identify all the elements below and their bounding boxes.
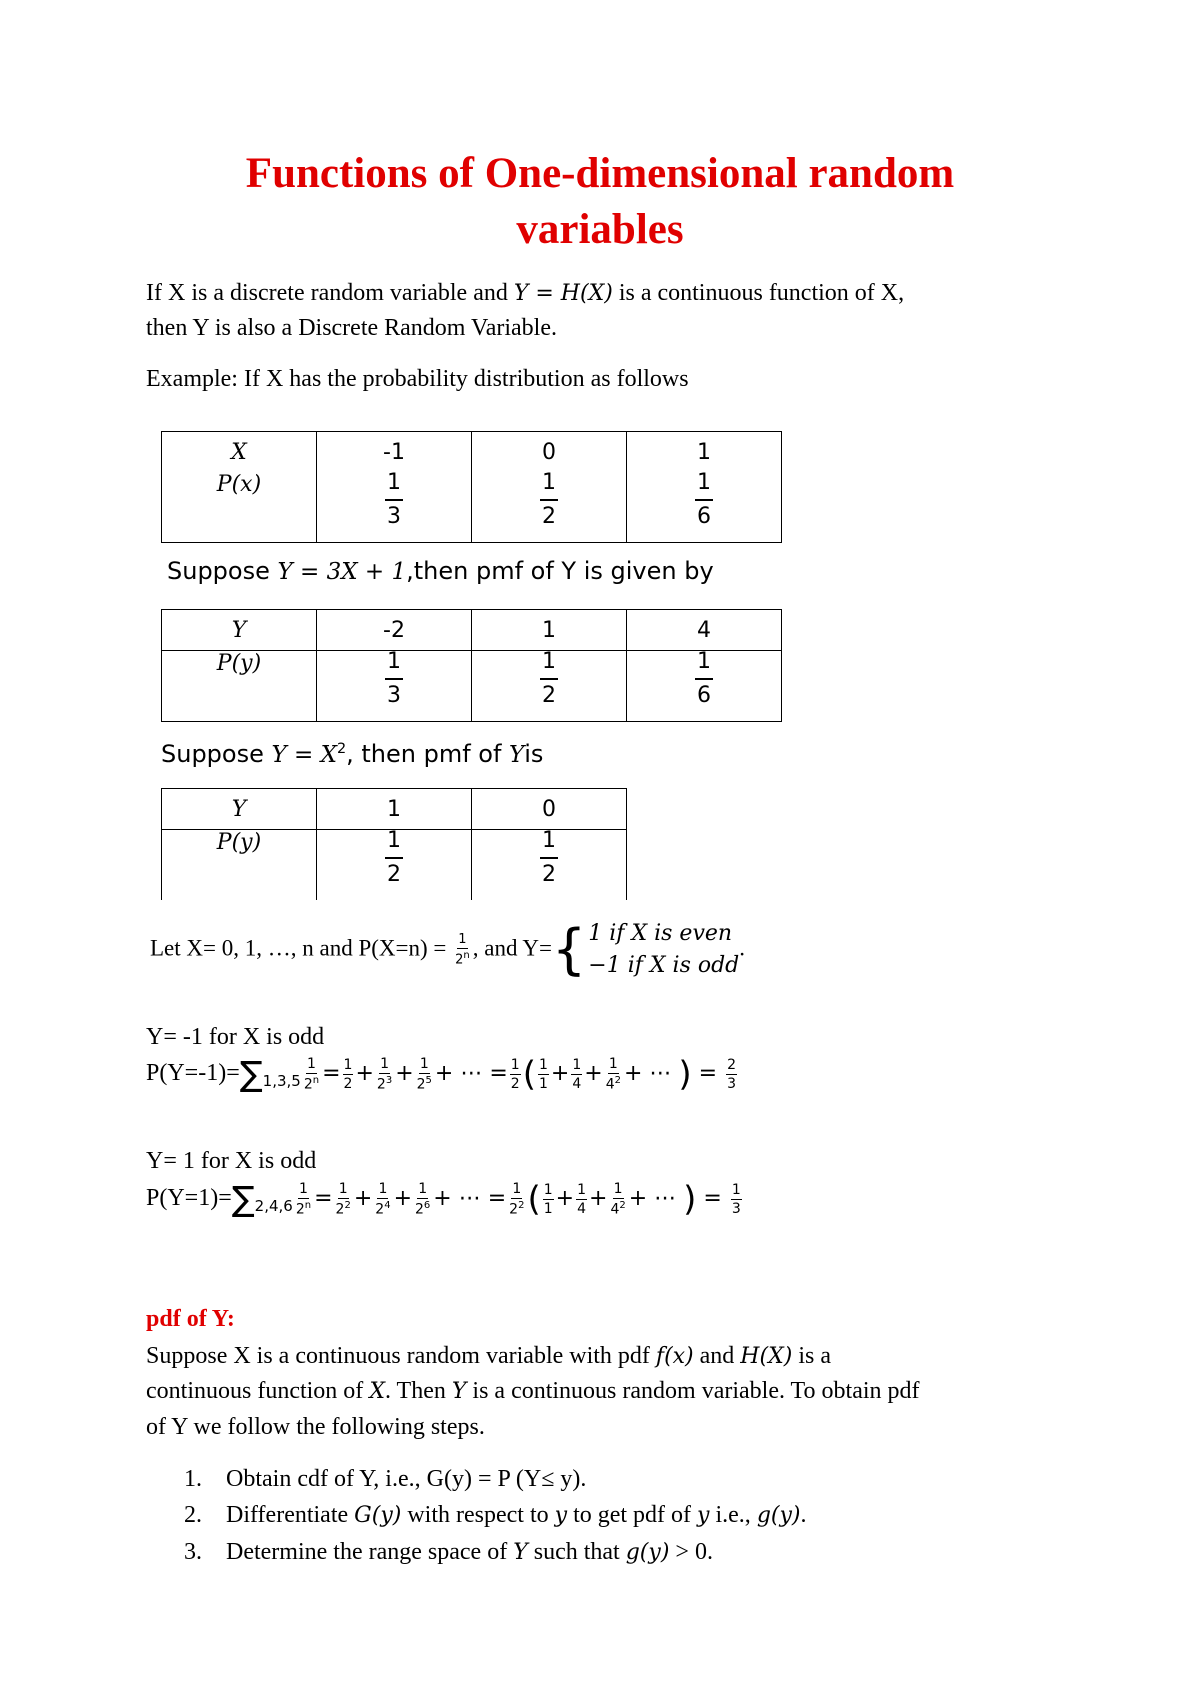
table-row-label: P(y) — [162, 830, 317, 901]
table-header: 1 — [317, 789, 472, 830]
table-header: Y — [162, 610, 317, 651]
case-odd: −1 if X is odd — [588, 953, 740, 978]
brace-icon: { — [551, 918, 587, 981]
table-cell: $\frac{1}{6}$ — [627, 651, 782, 722]
table-header: 0 — [472, 432, 627, 473]
table-cell: $\frac{1}{2}$ — [472, 651, 627, 722]
pdf-heading: pdf of Y: — [146, 1306, 235, 1332]
pdf-line3: of Y we follow the following steps. — [146, 1414, 485, 1440]
table-header: 4 — [627, 610, 782, 651]
distribution-table-y-linear — [161, 609, 782, 722]
suppose-square: Suppose $Y = X^2$, then pmf of Yis — [161, 740, 544, 768]
list-item: 3. Determine the range space of Y such that g(y) > 0. — [184, 1539, 713, 1565]
list-item: 1. Obtain cdf of Y, i.e., G(y) = P (Y≤ y). — [184, 1466, 587, 1492]
page-title-line2: variables — [516, 206, 684, 253]
distribution-table-x — [161, 431, 782, 543]
steps-list — [184, 1461, 807, 1571]
distribution-table-y-square — [161, 788, 627, 900]
page-title-line1: Functions of One-dimensional random — [245, 150, 955, 197]
intro-text-a: If X is a discrete random variable and — [146, 280, 514, 306]
let-x-definition: Let X= 0, 1, …, n and P(X=n) = $\frac{1}{2^n}$ , and Y= { 1 if X is even −1 if X is odd . — [150, 918, 746, 981]
odd-case-line: Y= -1 for X is odd — [146, 1024, 325, 1050]
table-cell: $\frac{1}{3}$ — [317, 472, 472, 543]
table-cell: $\frac{1}{2}$ — [472, 472, 627, 543]
even-case-line: Y= 1 for X is odd — [146, 1148, 317, 1174]
pdf-line2: continuous function of X. Then Y is a continuous random variable. To obtain pdf — [146, 1378, 920, 1404]
table-header: 1 — [472, 610, 627, 651]
table-cell: $\frac{1}{3}$ — [317, 651, 472, 722]
table-header: -2 — [317, 610, 472, 651]
even-probability-equation: $P(Y=1)=\sum_{2,4,6}$ $\frac{1}{2^n}$ = $\frac{1}{2^2}$ + $\frac{1}{2^4}$ + $\frac{1}{2^6}$ + ⋯ = $\frac{1}{2^2}$ ( $\frac{1}{1}$ + $\frac{1}{4}$ + $\frac{1}{4^2}$ + ⋯ ) = $\frac{1}{3}$ — [146, 1179, 741, 1220]
table-header: 1 — [627, 432, 782, 473]
pdf-line1: Suppose X is a continuous random variable with pdf f(x) and H(X) is a — [146, 1343, 831, 1369]
intro-line2: then Y is also a Discrete Random Variable. — [146, 315, 557, 341]
suppose-linear: Suppose Y = 3X + 1,then pmf of Y is given by — [167, 557, 714, 585]
table-header: 0 — [472, 789, 627, 830]
odd-probability-equation: $P(Y=-1)=\sum_{1,3,5}$ $\frac{1}{2^n}$ = $\frac{1}{2}$ + $\frac{1}{2^3}$ + $\frac{1}{2^5}$ + ⋯ = $\frac{1}{2}$ ( $\frac{1}{1}$ + $\frac{1}{4}$ + $\frac{1}{4^2}$ + ⋯ ) = $\frac{2}{3}$ — [146, 1054, 737, 1095]
table-row-label: P(y) — [162, 651, 317, 722]
table-cell: $\frac{1}{2}$ — [317, 830, 472, 901]
table-header: -1 — [317, 432, 472, 473]
table-cell: $\frac{1}{6}$ — [627, 472, 782, 543]
case-even: 1 if X is even — [588, 921, 733, 946]
intro-line1 — [146, 276, 904, 311]
table-cell: $\frac{1}{2}$ — [472, 830, 627, 901]
intro-text-b: is a continuous function of X, — [612, 280, 905, 306]
table-header: Y — [162, 789, 317, 830]
example-line: Example: If X has the probability distribution as follows — [146, 366, 689, 392]
table-row-label: P(x) — [162, 472, 317, 543]
table-header: X — [162, 432, 317, 473]
list-item: 2. Differentiate G(y) with respect to y to get pdf of y i.e., g(y). — [184, 1502, 807, 1528]
intro-math: Y = H(X) — [513, 281, 613, 306]
